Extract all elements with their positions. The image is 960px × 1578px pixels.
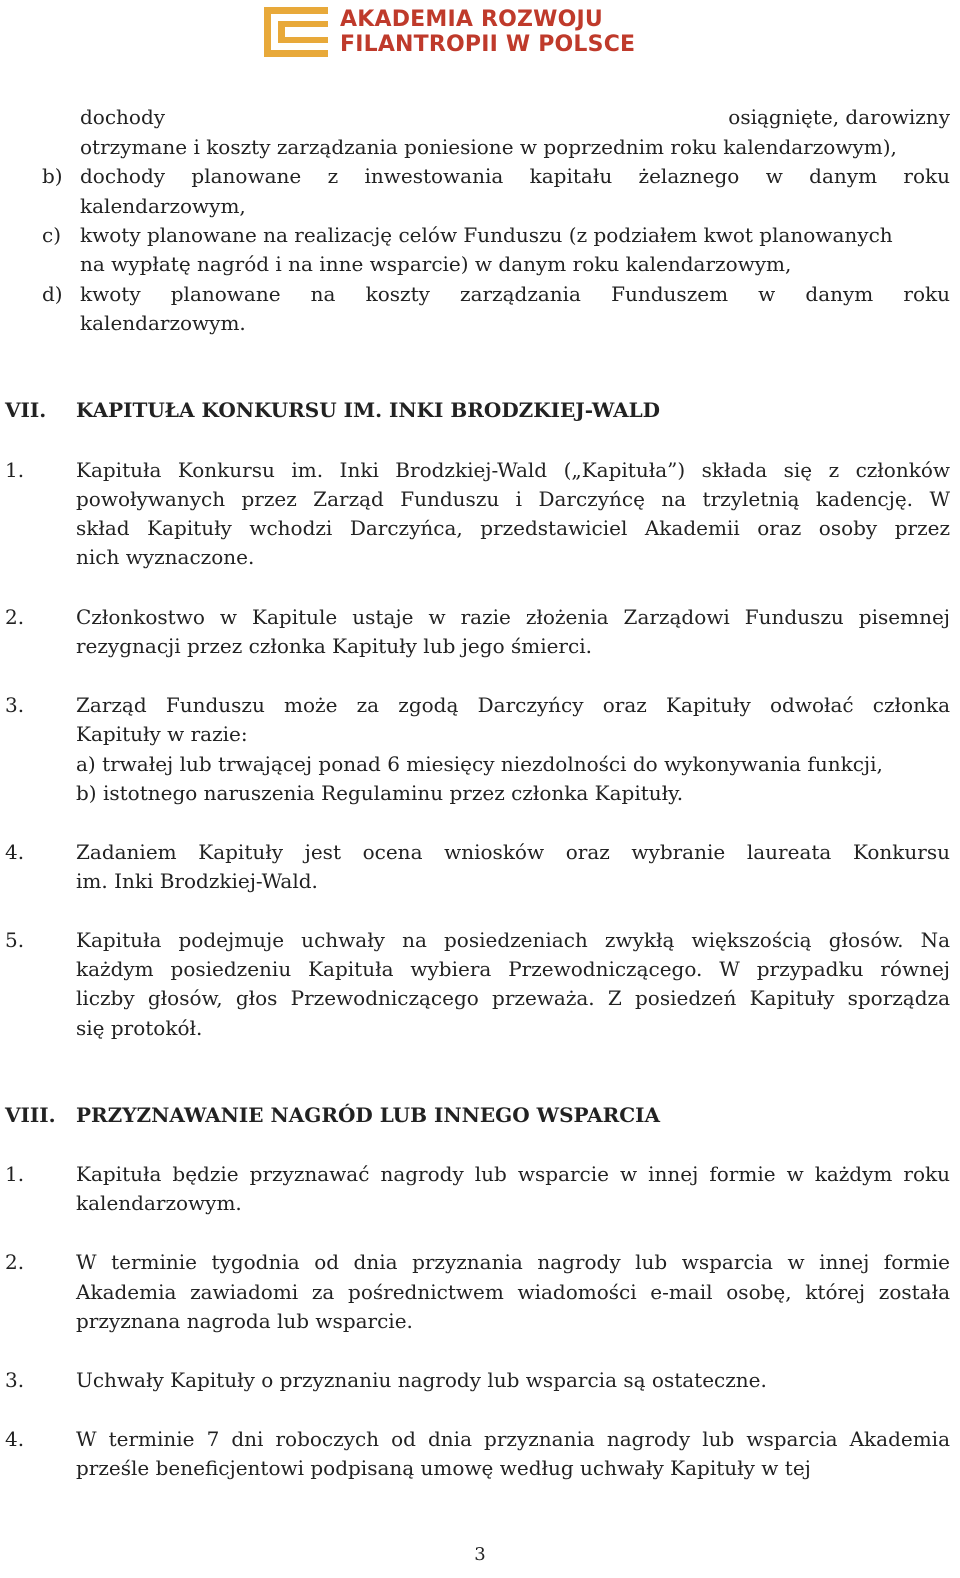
- s7-p2-line-2: rezygnacji przez członka Kapituły lub jego śmierci.: [76, 634, 592, 658]
- s7-p4-number: 4.: [5, 840, 25, 864]
- s7-p1-number: 1.: [5, 458, 25, 482]
- s8-p2-line-3: przyznana nagroda lub wsparcie.: [76, 1309, 413, 1333]
- s8-p2-number: 2.: [5, 1250, 25, 1274]
- s7-p2-line-1: Członkostwo w Kapitule ustaje w razie złożenia Zarządowi Funduszu pisemnej: [76, 605, 950, 629]
- s7-p3-line-2: Kapituły w razie:: [76, 722, 248, 746]
- page-number: 3: [474, 1544, 486, 1565]
- s7-p4-line-2: im. Inki Brodzkiej-Wald.: [76, 869, 318, 893]
- s7-p5-line-3: liczby głosów, głos Przewodniczącego przeważa. Z posiedzeń Kapituły sporządza: [76, 986, 950, 1010]
- logo-line-2: FILANTROPII W POLSCE: [340, 32, 636, 57]
- s7-p3-line-1: Zarząd Funduszu może za zgodą Darczyńcy oraz Kapituły odwołać członka: [76, 693, 950, 717]
- section-8-number: VIII.: [5, 1103, 56, 1127]
- logo-wordmark: [340, 7, 635, 57]
- s8-p1-line-1: Kapituła będzie przyznawać nagrody lub wsparcie w innej formie w każdym roku: [76, 1162, 950, 1186]
- s7-p2-number: 2.: [5, 605, 25, 629]
- s8-p2-line-1: W terminie tygodnia od dnia przyznania nagrody lub wsparcia w innej formie: [76, 1250, 950, 1274]
- s7-p1-line-1: Kapituła Konkursu im. Inki Brodzkiej-Wald („Kapituła”) składa się z członków: [76, 458, 950, 482]
- logo-line-1: AKADEMIA ROZWOJU: [340, 7, 603, 32]
- s7-p5-line-4: się protokół.: [76, 1016, 203, 1040]
- s8-p3-line-1: Uchwały Kapituły o przyznaniu nagrody lub wsparcia są ostateczne.: [76, 1368, 767, 1392]
- akademia-logo-mark-icon: [264, 7, 328, 57]
- s7-p1-line-2: powoływanych przez Zarząd Funduszu i Darczyńcę na trzyletnią kadencję. W: [76, 487, 950, 511]
- intro-line-1-end: osiągnięte, darowizny: [728, 105, 950, 129]
- header-logo: [264, 6, 635, 58]
- s7-p5-line-1: Kapituła podejmuje uchwały na posiedzeniach zwykłą większością głosów. Na: [76, 928, 950, 952]
- s7-p1-line-3: skład Kapituły wchodzi Darczyńca, przedstawiciel Akademii oraz osoby przez: [76, 516, 950, 540]
- list-marker-b: b): [42, 164, 63, 188]
- list-item-c-line-2: na wypłatę nagród i na inne wsparcie) w danym roku kalendarzowym,: [80, 252, 792, 276]
- list-item-d-line-1: kwoty planowane na koszty zarządzania Funduszem w danym roku: [80, 282, 950, 306]
- list-item-d-line-2: kalendarzowym.: [80, 311, 246, 335]
- s7-p5-line-2: każdym posiedzeniu Kapituła wybiera Przewodniczącego. W przypadku równej: [76, 957, 950, 981]
- list-marker-c: c): [42, 223, 62, 247]
- s8-p2-line-2: Akademia zawiadomi za pośrednictwem wiadomości e-mail osobę, której została: [76, 1280, 950, 1304]
- intro-line-1: [80, 103, 950, 132]
- s7-p3-item-b: b) istotnego naruszenia Regulaminu przez członka Kapituły.: [76, 781, 684, 805]
- section-7-number: VII.: [5, 398, 47, 422]
- list-marker-d: d): [42, 282, 63, 306]
- s7-p5-number: 5.: [5, 928, 25, 952]
- s8-p4-line-2: prześle beneficjentowi podpisaną umowę według uchwały Kapituły w tej: [76, 1456, 811, 1480]
- s8-p4-line-1: W terminie 7 dni roboczych od dnia przyznania nagrody lub wsparcia Akademia: [76, 1427, 950, 1451]
- s8-p1-line-2: kalendarzowym.: [76, 1191, 242, 1215]
- s7-p1-line-4: nich wyznaczone.: [76, 545, 255, 569]
- list-item-b-line-2: kalendarzowym,: [80, 194, 246, 218]
- s7-p3-number: 3.: [5, 693, 25, 717]
- section-7-title: KAPITUŁA KONKURSU IM. INKI BRODZKIEJ-WALD: [76, 398, 661, 422]
- s7-p4-line-1: Zadaniem Kapituły jest ocena wniosków oraz wybranie laureata Konkursu: [76, 840, 950, 864]
- s8-p4-number: 4.: [5, 1427, 25, 1451]
- section-8-title: PRZYZNAWANIE NAGRÓD LUB INNEGO WSPARCIA: [76, 1103, 661, 1127]
- s8-p3-number: 3.: [5, 1368, 25, 1392]
- intro-line-2: otrzymane i koszty zarządzania poniesione w poprzednim roku kalendarzowym),: [80, 135, 897, 159]
- s8-p1-number: 1.: [5, 1162, 25, 1186]
- s7-p3-item-a: a) trwałej lub trwającej ponad 6 miesięcy niezdolności do wykonywania funkcji,: [76, 752, 883, 776]
- list-item-c-line-1: kwoty planowane na realizację celów Funduszu (z podziałem kwot planowanych: [80, 223, 893, 247]
- intro-line-1-start: dochody: [80, 105, 166, 129]
- list-item-b-line-1: dochody planowane z inwestowania kapitału żelaznego w danym roku: [80, 164, 950, 188]
